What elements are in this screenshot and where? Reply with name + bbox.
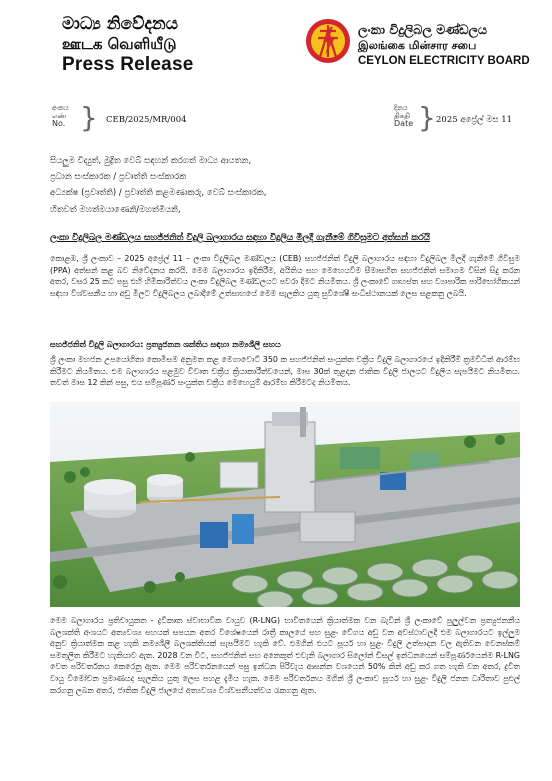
greeting: හිතවත් මහත්මයාණෙනි/මහත්මියනි, xyxy=(50,205,181,215)
org-name-english: CEYLON ELECTRICITY BOARD xyxy=(358,55,530,67)
paragraph-intro: කොළඹ, ශ්‍රී ලංකාව – 2025 අප්‍රේල් 11 – ලංකා විදුලිබල මණ්ඩලය (CEB) සහජ්ජනිත් විදුලි බලාගාරය සඳහා විදුලිබල මිලදී ගැනීමේ ගිවිසුම (PPA) අත්සන් කළ බව නිවේදනය කරයි. මෙම බලාගාරය ඉදිකිරීම, අයිතිය සහ මෙහෙයවීම සීමාසහිත සහජ්ජනිත් සමාගම විසින් සිදු කරන අතර, වසර 25 කට පසු එහි හිමිකාරිත්වය ලංකා විදුලිබල මණ්ඩලයට පවරා දීමට නියමිතය. ශ්‍රී ලංකාවේ ගෘහස්ත සහ ව්‍යාපාරික පාරිභෝගිකයන් සඳහා විශ්වසනීය හා අඩු මිලට විදුලිබලය ලබාදීමේ උත්සාහයේ මෙම සැලකිය යුතු සුවිශේෂී සංධිස්ථානයක් ලෙස සළකනු ලබයි. xyxy=(50,254,520,298)
reference-label xyxy=(52,104,69,128)
masthead-tamil: ஊடக வெளியீடு xyxy=(62,35,177,53)
reference-label-en: No. xyxy=(52,119,66,128)
reference-label-ta: எண் xyxy=(52,112,67,120)
date-brace: } xyxy=(418,101,436,134)
org-name-sinhala: ලංකා විදුලිබල මණ්ඩලය xyxy=(358,22,488,37)
ceb-logo-icon xyxy=(305,18,351,64)
release-title: ලංකා විදුලිබල මණ්ඩලය සහජ්ජනිත් විදුලි බලාගාරය සඳහා විදුලිය මිලදී ගැනීමේ ගිවිසුමට අත්සන් කරයි xyxy=(50,233,430,243)
reference-label-si: අංකය xyxy=(52,104,69,112)
addressee-line: ප්‍රධාන සංස්කාරක / ප්‍රවෘත්ති සංස්කාරක xyxy=(50,172,187,182)
addressee-line: අධ්‍යක්ෂ (ප්‍රවෘත්ති) / ප්‍රවෘත්ති කළමණාකරු, වෙබ් සංස්කාරක, xyxy=(50,188,267,198)
org-name-tamil: இலங்கை மின்சார சபை xyxy=(358,39,477,52)
date-value: 2025 අප්‍රේල් මස 11 xyxy=(436,115,513,125)
masthead-sinhala: මාධ්‍ය නිවේදනය xyxy=(62,14,178,34)
date-label-en: Date xyxy=(394,119,414,128)
power-plant-render-image xyxy=(50,402,520,607)
reference-brace: } xyxy=(80,101,98,134)
date-label-si: දිනය xyxy=(394,104,408,112)
press-release-masthead xyxy=(62,14,193,76)
masthead-english: Press Release xyxy=(62,54,194,75)
paragraph-fuel-conversion: මෙම බලාගාරය ප්‍රතිචායුකත - ද්‍රවීකෘත ස්වාභාවික වායුව (R-LNG) භාවිතයෙන් ක්‍රියාත්මක වන බැවින් ශ්‍රී ලංකාවේ පුලුල්වන ප්‍රත්‍යුජනනීය බලශක්ති අංශයට අත්‍යවශ්‍ය සහයක් සපයන අතර විශේෂයෙන් රාත්‍රී කාලයේ සහ සුළං වේගය අඩු වන අවස්ථාවලදී එම බලාගාරයට ඉල්ලුම අනුව ක්‍රියාත්මක කළ හැකි නම්‍යශීලී බලශක්තියක් සැපයීමට හැකි වේ. එමගින් එයට සූර්ය හා සුළං විදුලි උත්පාදන වල ඇතිවන වෙනස්කම් සමතුලිත කිරීමට හැකියාව ඇත. 2028 වන විට, සහජ්ජනිත් සහ අනෙකුත් එවැනි බලාගාර සිලෝන් ඩීසල් ඉන්ධනයෙන් සම්පූර්ණයෙන්ම R-LNG වෙත පරිවර්තනය කෙරෙනු ඇත. මෙම පරිවර්තනයෙන් පසු ඉන්ධන පිරිවැය ආසන්න වශයෙන් 50% කින් අඩු කර ගත හැකි වන අතර, ද්‍රවීත වායු විමෝචන ප්‍රමාණයද සැලකිය යුතු ලෙස පහළ දැමිය හැක. මෙම පරිවර්තනය මගින් ශ්‍රී ලංකාව සූර්ය හා සුළං විදුලි ජනන ධාරිතාව පුළුල් කරගනු ලබන අතර, ජාතික විදුලි ජාලයේ අත්‍යවශ්‍ය විශ්වසනීයත්වය රැකගනු ඇත. xyxy=(50,616,520,695)
date-label xyxy=(394,104,413,128)
reference-number: CEB/2025/MR/004 xyxy=(106,115,187,125)
date-label-ta: திகதி xyxy=(394,112,410,120)
paragraph-plant-details: ශ්‍රී ලංකා මහජන උපයෝගිතා කොමිසම අනුමත කළ මෙගාවොට් 350 ක සහජ්ජනිත් සංයුක්ත චක්‍රීය විදුලි බලාගාරයේ ඉදිකිරීම් ක්‍රමවිධිත් ආරම්භ කිරීමට නියමිතය. එම බලාගාරය පළමුව විවෘත චක්‍රීය ක්‍රියාකාරීත්වයෙන්, මාස 30ක් තුළදාන ජාතික විදුලි ජාලයට විදුලිය සැපයීමට නියමිතය. තවත් මාස 12 කින් පසු, එය සම්පූර්ණ සංයුක්ත චක්‍රීය මෙහෙයුම් ආරම්භ කිරීමටද නියමිතය. xyxy=(50,355,520,388)
addressee-line: සියලුම විද්‍යුත්, මුද්‍රිත වෙබ් සඳහන් කරගත් මාධ්‍ය ආයතන, xyxy=(50,156,252,166)
addressee-list xyxy=(50,153,266,201)
organization-name xyxy=(358,22,530,69)
section-subheading: සහජ්ජනිත් විදුලි බලාගාරය: ප්‍රත්‍යුජනන ශක්තිය සඳහා නම්‍යශීලී සහය xyxy=(50,340,281,349)
